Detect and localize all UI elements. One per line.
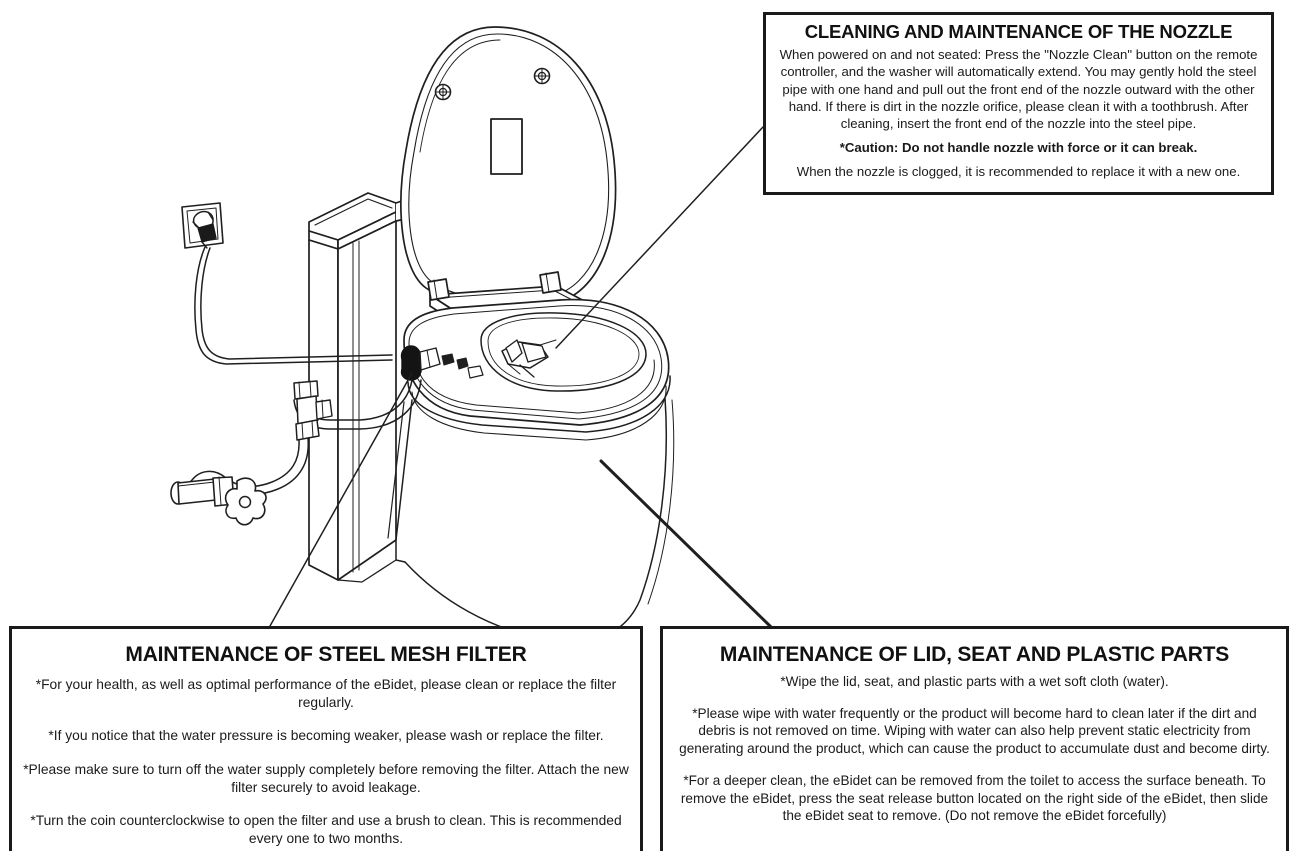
toilet-bowl — [338, 376, 674, 644]
callout-nozzle-paragraph-1: When powered on and not seated: Press the "Nozzle Clean" button on the remote controller, and the washer will automatically extend. You may gently hold the steel pipe with one hand and pull out the front end of the nozzle outward with the other hand. If there is dirt in the nozzle orifice, please clean it with a toothbrush. After cleaning, insert the front end of the nozzle into the steel pipe. — [779, 47, 1258, 131]
callout-nozzle-title: CLEANING AND MAINTENANCE OF THE NOZZLE — [804, 21, 1233, 42]
water-hose-lower — [180, 438, 308, 499]
callout-filter-paragraph-4: *Turn the coin counterclockwise to open the filter and use a brush to clean. This is recommended every one to two months. — [30, 813, 622, 847]
nozzle — [502, 340, 556, 377]
power-plug — [193, 212, 216, 248]
callout-filter-body — [22, 676, 630, 848]
callout-lid-seat-plastic — [660, 626, 1289, 851]
angle-stop-valve — [171, 477, 266, 525]
bidet-lid — [401, 27, 616, 308]
callout-filter-paragraph-2: *If you notice that the water pressure is becoming weaker, please wash or replace the filter. — [48, 728, 604, 744]
power-cord — [195, 247, 392, 364]
callout-nozzle-body — [776, 46, 1261, 180]
callout-filter-paragraph-3: *Please make sure to turn off the water supply completely before removing the filter. Attach the new filter securely to avoid leakage. — [23, 762, 629, 795]
steel-mesh-filter — [402, 346, 484, 380]
callout-nozzle-maintenance — [763, 12, 1274, 195]
bidet-seat-body — [404, 300, 669, 425]
callout-lid-paragraph-3: *For a deeper clean, the eBidet can be removed from the toilet to access the surface beneath. To remove the eBidet, press the seat release button located on the right side of the eBidet, then slide the eBidet seat to remove. (Do not remove the eBidet forcefully) — [680, 772, 1269, 824]
callout-lid-title: MAINTENANCE OF LID, SEAT AND PLASTIC PARTS — [719, 643, 1230, 666]
callout-lid-paragraph-1: *Wipe the lid, seat, and plastic parts with a wet soft cloth (water). — [780, 674, 1169, 690]
leader-lines — [270, 127, 771, 627]
callout-lid-body — [673, 673, 1276, 825]
toilet-tank — [309, 193, 410, 580]
callout-nozzle-caution: *Caution: Do not handle nozzle with force or it can break. — [839, 140, 1198, 156]
wall-outlet — [182, 203, 223, 248]
water-hose-upper — [294, 380, 421, 429]
callout-lid-paragraph-2: *Please wipe with water frequently or the product will become hard to clean later if the dirt and debris is not removed on time. Wiping with water can also help prevent static electricity from generating around the product, which can cause the product to accumulate dust and become dirty. — [679, 705, 1270, 757]
callout-steel-mesh-filter — [9, 626, 643, 851]
callout-filter-paragraph-1: *For your health, as well as optimal performance of the eBidet, please clean or replace the filter regularly. — [35, 677, 617, 710]
bidet-seat-ring — [428, 272, 588, 332]
t-valve — [294, 381, 332, 440]
callout-nozzle-paragraph-3: When the nozzle is clogged, it is recommended to replace it with a new one. — [796, 164, 1241, 180]
callout-filter-title: MAINTENANCE OF STEEL MESH FILTER — [125, 643, 527, 666]
